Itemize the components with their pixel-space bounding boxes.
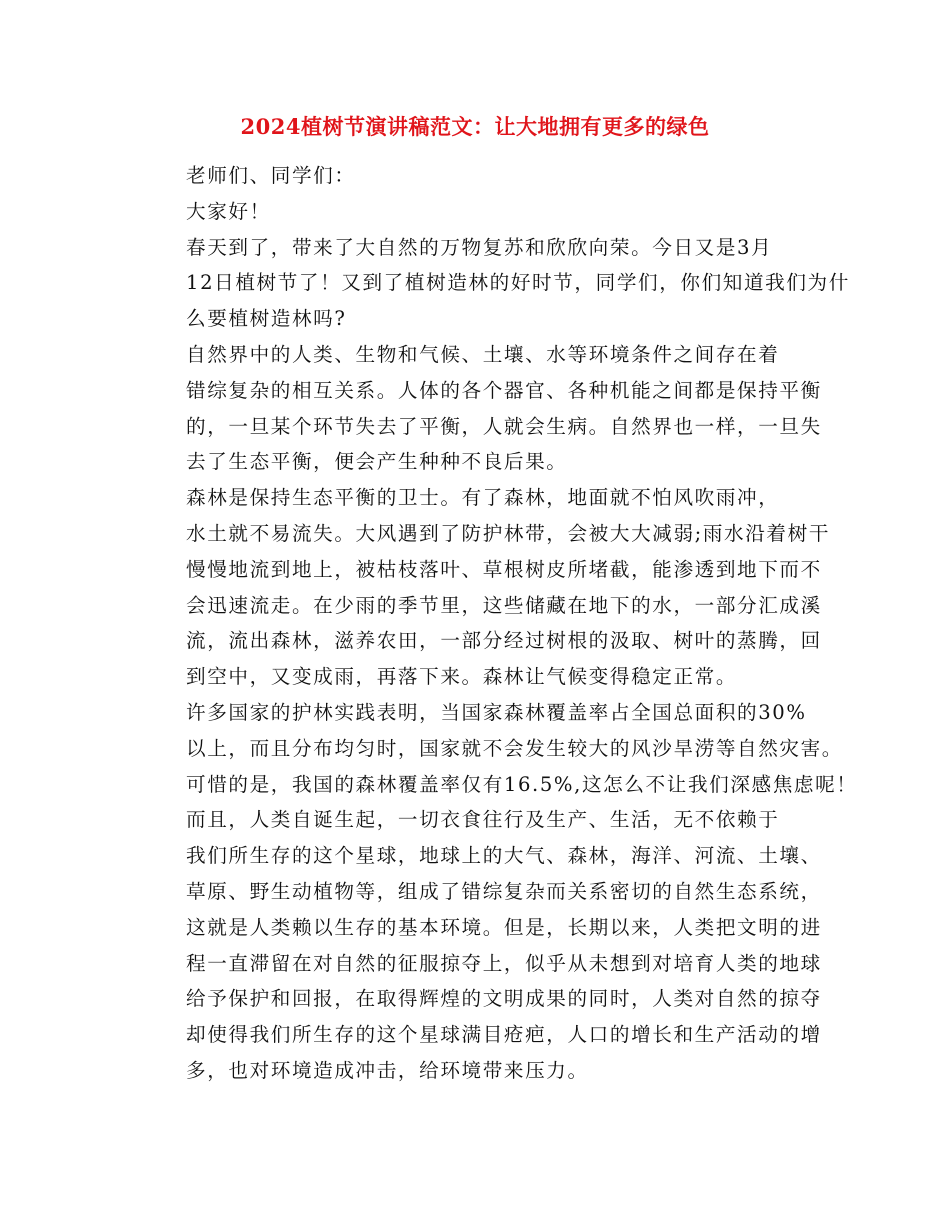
paragraph-line: 给予保护和回报，在取得辉煌的文明成果的同时，人类对自然的掠夺 [186, 987, 822, 1011]
paragraph-line: 去了生态平衡，便会产生种种不良后果。 [186, 450, 568, 474]
paragraph-line: 流，流出森林，滋养农田，一部分经过树根的汲取、树叶的蒸腾，回 [186, 629, 822, 653]
paragraph [142, 337, 822, 480]
paragraph-line: 会迅速流走。在少雨的季节里，这些储藏在地下的水，一部分汇成溪 [186, 593, 822, 617]
paragraph-line: 春天到了，带来了大自然的万物复苏和欣欣向荣。今日又是3月 [186, 235, 773, 259]
paragraph-line: 错综复杂的相互关系。人体的各个器官、各种机能之间都是保持平衡 [186, 378, 822, 402]
paragraph-line: 以上，而且分布均匀时，国家就不会发生较大的风沙旱涝等自然灾害。 [186, 736, 844, 760]
paragraph-line: 可惜的是，我国的森林覆盖率仅有16.5%,这怎么不让我们深感焦虑呢！ [186, 772, 858, 796]
paragraph-line: 的，一旦某个环节失去了平衡，人就会生病。自然界也一样，一旦失 [186, 414, 822, 438]
paragraph-line: 这就是人类赖以生存的基本环境。但是，长期以来，人类把文明的进 [186, 915, 822, 939]
paragraph-line: 慢慢地流到地上，被枯枝落叶、草根树皮所堵截，能渗透到地下而不 [186, 557, 822, 581]
paragraph-line: 到空中，又变成雨，再落下来。森林让气候变得稳定正常。 [186, 665, 738, 689]
paragraph [142, 158, 810, 194]
paragraph-line: 自然界中的人类、生物和气候、土壤、水等环境条件之间存在着 [186, 342, 780, 366]
paragraph-line: 水土就不易流失。大风遇到了防护林带，会被大大减弱;雨水沿着树干 [186, 521, 831, 545]
paragraph-line: 大家好！ [186, 199, 271, 223]
paragraph [142, 194, 810, 230]
paragraph [142, 480, 831, 695]
document-body [142, 158, 858, 1089]
paragraph-line: 多，也对环境造成冲击，给环境带来压力。 [186, 1058, 589, 1082]
paragraph-line: 程一直滞留在对自然的征服掠夺上，似乎从未想到对培育人类的地球 [186, 951, 822, 975]
paragraph-line: 老师们、同学们： [186, 164, 356, 187]
paragraph-line: 么要植树造林吗? [186, 307, 347, 331]
paragraph-line: 森林是保持生态平衡的卫士。有了森林，地面就不怕风吹雨冲， [186, 486, 780, 510]
paragraph-line: 12日植树节了！又到了植树造林的好时节，同学们，你们知道我们为什 [186, 271, 850, 295]
paragraph-line: 却使得我们所生存的这个星球满目疮疤，人口的增长和生产活动的增 [186, 1023, 822, 1047]
paragraph-line: 我们所生存的这个星球，地球上的大气、森林，海洋、河流、土壤、 [186, 844, 822, 868]
paragraph [142, 802, 822, 1088]
paragraph-line: 而且，人类自诞生起，一切衣食往行及生产、生活，无不依赖于 [186, 808, 780, 832]
paragraph-line: 草原、野生动植物等，组成了错综复杂而关系密切的自然生态系统， [186, 879, 822, 903]
paragraph [142, 695, 858, 802]
paragraph [142, 230, 850, 337]
paragraph-line: 许多国家的护林实践表明，当国家森林覆盖率占全国总面积的30% [186, 700, 807, 724]
document-title: 2024植树节演讲稿范文：让大地拥有更多的绿色 [240, 114, 710, 139]
